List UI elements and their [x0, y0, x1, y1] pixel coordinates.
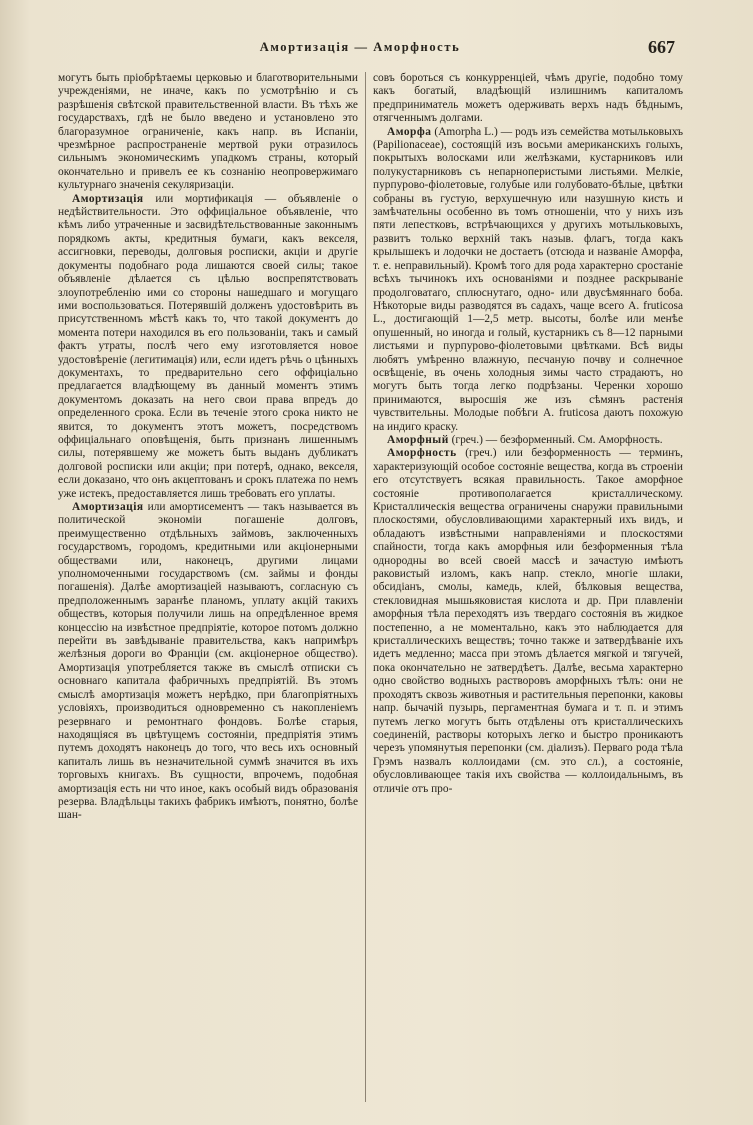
article-text: или амортисементъ — такъ называется въ политической экономіи погашеніе долговъ, преимущественно отдѣльныхъ займовъ, заключенныхъ государствомъ, городомъ, кредитными или акціонерными обществами или, наконецъ, другими лицами уполномоченными государствомъ (см. займы и фонды погашенія). Далѣе амортизаціей называютъ, согласную съ предположеннымъ заранѣе планомъ, уплату акцій такихъ обществъ, которыя получили лишь на опредѣленное время концессію на извѣстное предпріятіе, которое потомъ должно перейти въ завѣдываніе правительства, какъ напримѣръ желѣзныя дороги во Франціи (см. акціонерное общество). Амортизація употребляется также въ смыслѣ отписки съ основнаго капитала фабричныхъ предпріятій. Въ этомъ смыслѣ амортизація можетъ нерѣдко, при благопріятныхъ условіяхъ, производиться одновременно съ накопленіемъ резервнаго и ремонтнаго фондовъ. Болѣе старыя, находящіяся въ цвѣтущемъ состояніи, предпріятія этимъ путемъ доходятъ наконецъ до того, что весь ихъ основный капиталъ лишь въ незначительной суммѣ значится въ ихъ торговыхъ книгахъ. Въ сущности, впрочемъ, подобная амортизація есть ни что иное, какъ особый видъ образованія резерва. Владѣльцы такихъ фабрикъ имѣютъ, понятно, болѣе шан-	[58, 501, 358, 822]
article-term: Амортизація	[72, 192, 144, 205]
article-amorfa	[373, 126, 683, 434]
paragraph-continued	[58, 72, 358, 193]
paragraph-continued	[373, 72, 683, 126]
running-title: Амортизація — Аморфность	[259, 40, 461, 54]
article-text: или мортификація — объявленіе о недѣйствительности. Это оффиціальное объявленіе, что кѣмъ либо утраченные и засвидѣтельствованные законнымъ порядкомъ акты, кредитныя бумаги, какъ векселя, ассигновки, переводы, долговыя росписки, акціи и другіе документы подобнаго рода лишаются своей силы; такое объявленіе дѣлается съ цѣлью воспрепятствовать злоупотребленію ими со стороны нашедшаго и могущаго ими воспользоваться. Потерявшій долженъ удостовѣрить въ присутственномъ мѣстѣ какъ то, что такой документъ до момента потери находился въ его пользованіи, такъ и самый фактъ утраты, послѣ чего ему изготовляется новое удостовѣреніе (легитимація) или, если идетъ рѣчь о цѣнныхъ документахъ, то предварительно сего оффиціально предлагается владѣющему въ данный моментъ этимъ документомъ доказать на него свои права впредъ до определенного срока. Если въ теченіе этого срока никто не явится, то документъ этотъ можетъ, посредствомъ оффиціальнаго оповѣщенія, быть признанъ лишеннымъ силы, потерявшему же можетъ быть выданъ дубликатъ долговой росписки или акціи; при потерѣ, однако, векселя, если доказано, что онъ акцептованъ и срокъ платежа по немъ уже истекъ, предоставляется лишь требовать его уплаты.	[58, 192, 358, 500]
article-term: Аморфный	[387, 433, 449, 446]
article-term: Аморфа	[387, 125, 432, 138]
article-text: (греч.) или безформенность — терминъ, характеризующій особое состояніе вещества, когда въ строеніи его отсутствуетъ всякая правильность. Такое аморфное состояніе противополагается кристаллическому. Кристаллическія вещества ограничены снаружи правильными плоскостями, обусловливающими характерный ихъ видъ, и обладаютъ извѣстными направленіями и плоскостями спайности, тогда какъ аморфныя или безформенныя тѣла однородны во всей своей массѣ и зачастую имѣютъ раковистый изломъ, какъ напр. стекло, многіе шлаки, обсидіанъ, смолы, камедь, клей, бѣлковыя вещества, стекловидная мышьяковистая кислота и др. При плавленіи аморфныя тѣла переходятъ изъ твердаго состоянія въ жидкое постепенно, а не моментально, какъ это наблюдается для кристаллическихъ веществъ; точно также и затвердѣваніе ихъ идетъ медленно; масса при этомъ дѣлается мягкой и тягучей, пока окончательно не затвердѣетъ. Далѣе, весьма характерно одно свойство водныхъ растворовъ аморфныхъ тѣлъ: они не проходятъ сквозь животныя и растительныя перепонки, каковы напр. бычачій пузырь, пергаментная бумага и т. п. и этимъ путемъ легко могутъ быть отдѣлены отъ кристаллическихъ соединеній, растворы которыхъ легко и быстро проникаютъ черезъ упомянутыя перепонки (см. діализъ). Перваго рода тѣла Грэмъ назвалъ коллоидами (см. это сл.), а состояніе, обусловливающее такія ихъ свойства — коллоидальнымъ, въ отличіе отъ про-	[373, 447, 683, 795]
right-column	[373, 72, 683, 1102]
left-column	[58, 72, 358, 1102]
article-term: Аморфность	[387, 447, 457, 460]
paragraph-text: могутъ быть пріобрѣтаемы церковью и благотворительными учрежденіями, не иначе, какъ по усмотрѣнію и съ разрѣшенія свѣтской правительственной власти. Въ тѣхъ же государствахъ, гдѣ не было введено и установлено это благоразумное ограниченіе, какъ напр. въ Испаніи, чрезмѣрное распространеніе мертвой руки отразилось сильнымъ экономическимъ упадкомъ страны, который окончательно и привелъ ее къ сознанію неопровержимаго культурнаго значенія секуляризаціи.	[58, 72, 358, 192]
article-text: (греч.) — безформенный. См. Аморфность.	[448, 433, 663, 446]
column-divider	[365, 72, 366, 1102]
article-amorfny	[373, 434, 683, 447]
article-term: Амортизація	[72, 501, 144, 513]
article-amortizatsiya-1	[58, 193, 358, 501]
article-amortizatsiya-2	[58, 501, 358, 823]
running-head	[0, 37, 753, 57]
article-amorfnost	[373, 447, 683, 796]
article-text: (Amorpha L.) — родъ изъ семейства мотыльковыхъ (Papilionaceae), состоящій изъ восьми американскихъ голыхъ, покрытыхъ волосками или желѣзками, кустарниковъ или полукустарниковъ съ непарноперистыми листьями. Мелкіе, пурпурово-фіолетовые, голубые или голубовато-бѣлые, цвѣтки собраны въ густую, верхушечную или назушную кисть и замѣчательны особенно въ томъ отношеніи, что у нихъ изъ пяти лепестковъ, встрѣчающихся у другихъ мотыльковыхъ, развитъ только верхній такъ назыв. флагъ, тогда какъ крылышекъ и лодочки не достаетъ (отсюда и названіе Аморфа, т. е. неправильный). Кромѣ того для рода характерно сростаніе всѣхъ тычинокъ ихъ основаніями и позднее раскрываніе продолговатаго, сплюснутаго, одно- или двусѣмяннаго боба. Нѣкоторые виды разводятся въ садахъ, чаще всего A. fruticosa L., достигающій 1—2,5 метр. высоты, болѣе или менѣе опушенный, но иногда и голый, кустарникъ съ 8—12 парными листьями и пурпурово-фіолетовыми цвѣтками. Всѣ виды любятъ умѣренно влажную, песчаную почву и солнечное освѣщеніе, въ очень холодныя зимы часто страдаютъ, но могутъ быть тогда легко подрѣзаны. Черенки хорошо принимаются, выросшія же изъ сѣмянъ растенія чувствительны. Молодые побѣги A. fruticosa даютъ похожую на индиго краску.	[373, 125, 683, 433]
page-number: 667	[648, 37, 675, 57]
paragraph-text: совъ бороться съ конкурренціей, чѣмъ другіе, подобно тому какъ богатый, владѣющій излишнимъ капиталомъ предприниматель можетъ одерживать верхъ надъ бѣднымъ, отягченнымъ долгами.	[373, 72, 683, 125]
